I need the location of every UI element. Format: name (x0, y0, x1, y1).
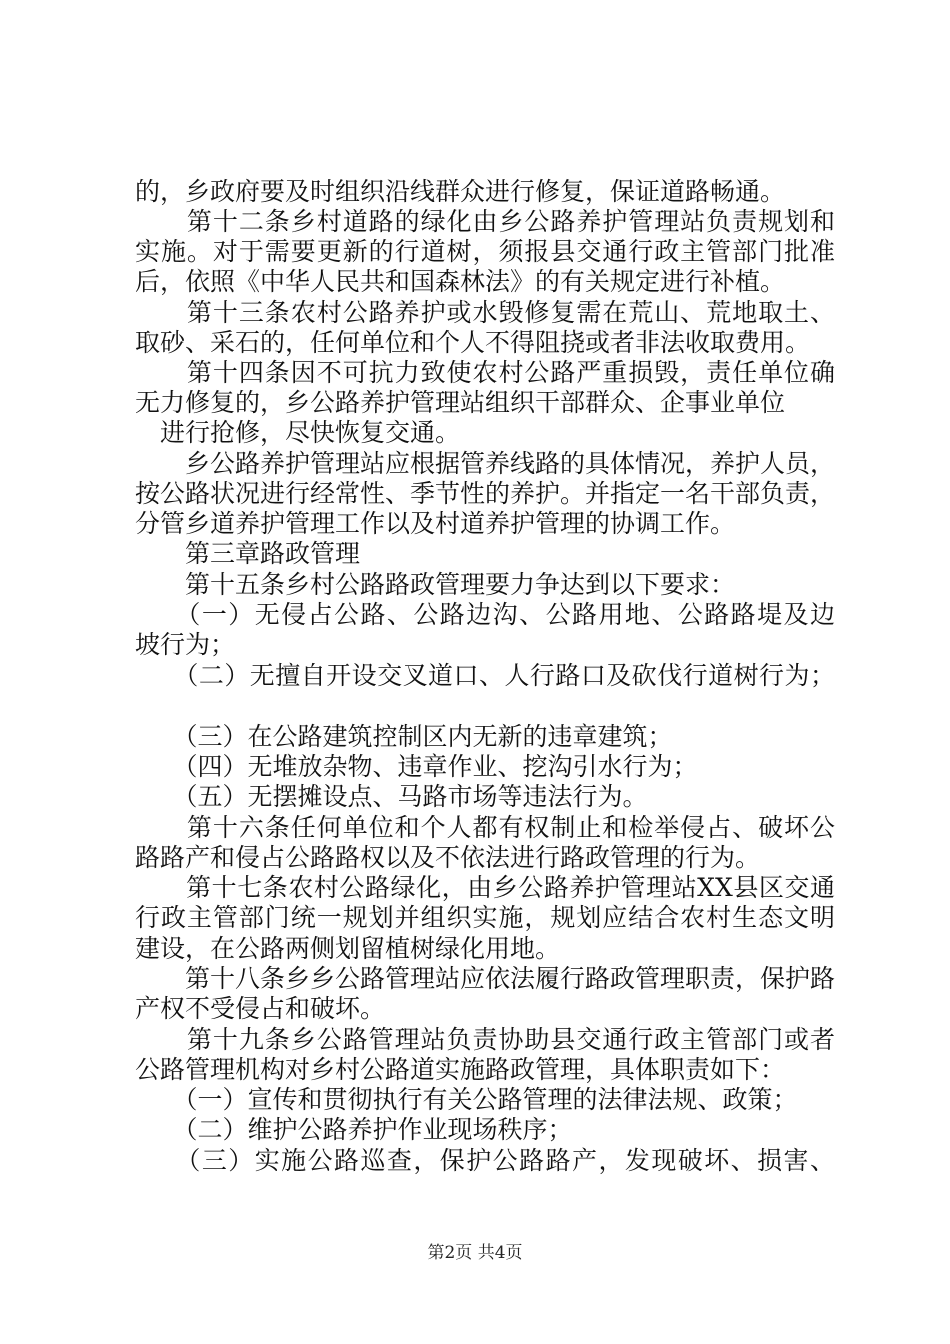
text-line: 第十二条乡村道路的绿化由乡公路养护管理站负责规划和 (135, 207, 835, 236)
text-line: 分管乡道养护管理工作以及村道养护管理的协调工作。 (135, 509, 736, 538)
page-number-footer: 第2页 共4页 (427, 1243, 523, 1263)
text-line: 乡公路养护管理站应根据管养线路的具体情况，养护人员， (135, 449, 836, 478)
text-line: 实施。对于需要更新的行道树，须报县交通行政主管部门批准 (135, 237, 835, 266)
text-line: 第十七条农村公路绿化，由乡公路养护管理站XX县区交通 (135, 873, 835, 902)
text-line: 第十四条因不可抗力致使农村公路严重损毁，责任单位确 (135, 358, 835, 387)
text-line: 第十八条乡乡公路管理站应依法履行路政管理职责，保护路 (135, 964, 836, 993)
text-line: （二）无擅自开设交叉道口、人行路口及砍伐行道树行为； (135, 661, 835, 690)
text-line: （五）无摆摊设点、马路市场等违法行为。 (135, 782, 648, 811)
text-line: 第十五条乡村公路路政管理要力争达到以下要求： (135, 570, 736, 599)
text-line: （二）维护公路养护作业现场秩序； (135, 1115, 573, 1144)
text-line: 后，依照《中华人民共和国森林法》的有关规定进行补植。 (135, 267, 786, 296)
text-line: 坡行为； (135, 630, 236, 659)
text-line: 产权不受侵占和破坏。 (135, 994, 386, 1023)
text-line: 建设，在公路两侧划留植树绿化用地。 (135, 934, 561, 963)
text-line: （一）无侵占公路、公路边沟、公路用地、公路路堤及边 (135, 600, 835, 629)
text-line: 行政主管部门统一规划并组织实施，规划应结合农村生态文明 (135, 903, 835, 932)
text-line: 无力修复的，乡公路养护管理站组织干部群众、企事业单位 (135, 388, 786, 417)
text-line: 第十九条乡公路管理站负责协助县交通行政主管部门或者 (135, 1025, 835, 1054)
text-line: （三）实施公路巡查，保护公路路产，发现破坏、损害、 (135, 1146, 835, 1175)
text-line: 公路管理机构对乡村公路道实施路政管理，具体职责如下： (135, 1055, 786, 1084)
text-line: 的，乡政府要及时组织沿线群众进行修复，保证道路畅通。 (135, 177, 786, 206)
text-line: 取砂、采石的，任何单位和个人不得阻挠或者非法收取费用。 (135, 328, 811, 357)
text-line: （三）在公路建筑控制区内无新的违章建筑； (135, 722, 673, 751)
text-line: （四）无堆放杂物、违章作业、挖沟引水行为； (135, 752, 698, 781)
text-line: 按公路状况进行经常性、季节性的养护。并指定一名干部负责， (135, 479, 836, 508)
text-line: 第十三条农村公路养护或水毁修复需在荒山、荒地取土、 (135, 298, 835, 327)
text-line: 路路产和侵占公路路权以及不依法进行路政管理的行为。 (135, 843, 761, 872)
text-line: 第十六条任何单位和个人都有权制止和检举侵占、破坏公 (135, 813, 835, 842)
text-line: 进行抢修，尽快恢复交通。 (135, 418, 461, 447)
chapter-heading: 第三章路政管理 (135, 539, 361, 568)
text-line: （一）宣传和贯彻执行有关公路管理的法律法规、政策； (135, 1085, 798, 1114)
